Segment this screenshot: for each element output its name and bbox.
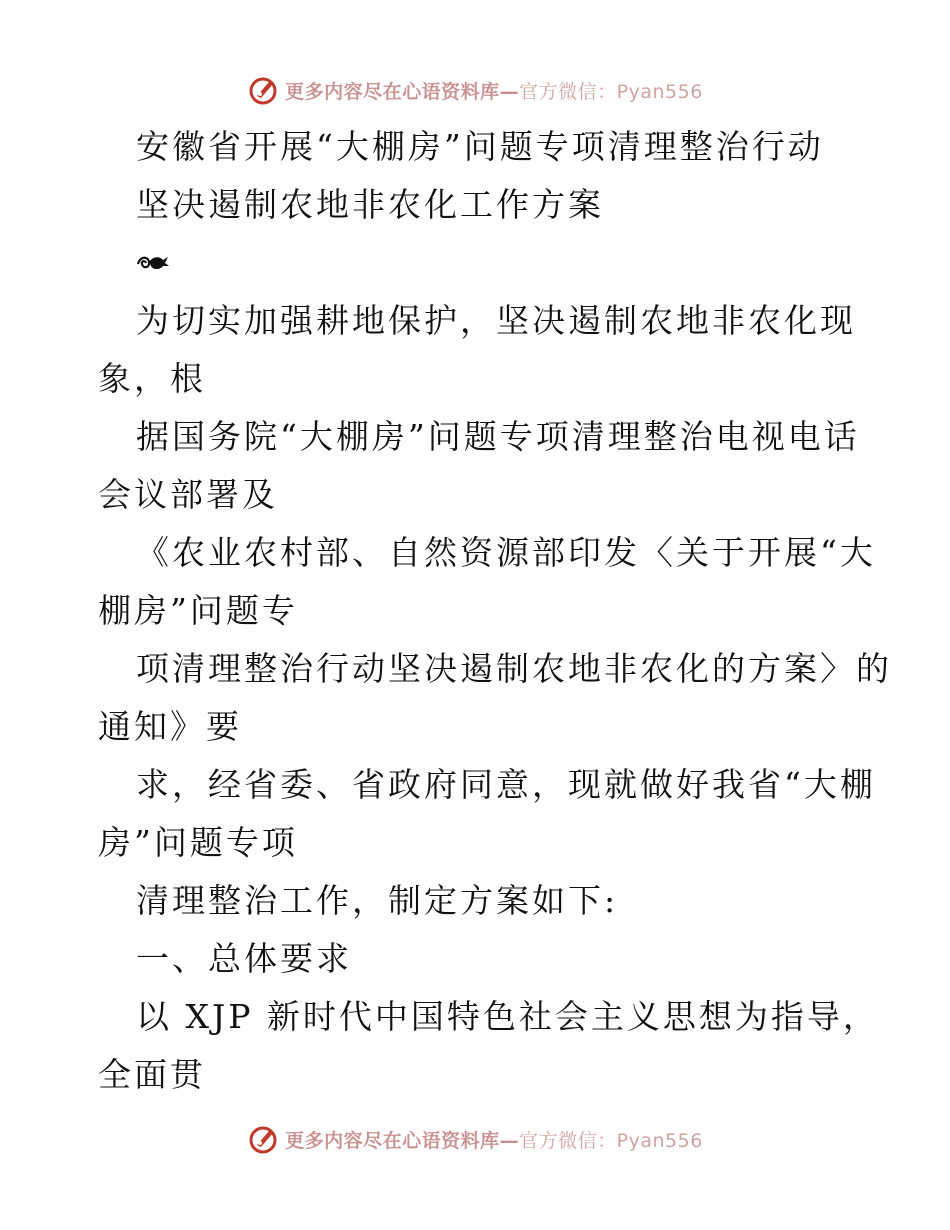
paragraph-line: 以 XJP 新时代中国特色社会主义思想为指导， [136,997,879,1036]
banner-text: 更多内容尽在心语资料库—官方微信：Pyan556 [285,1129,703,1152]
paragraph-line: 通知》要 [98,707,242,746]
header-banner [0,70,950,110]
document-body [98,118,892,1104]
document-title-line-1: 安徽省开展“大棚房”问题专项清理整治行动 [136,127,824,166]
paragraph-line: 棚房”问题专 [98,591,298,630]
paragraph-line: 清理整治工作，制定方案如下: [136,881,619,920]
paragraph-line: 求，经省委、省政府同意，现就做好我省“大棚 [136,765,876,804]
paragraph-line: 会议部署及 [98,475,278,514]
document-title-line-2: 坚决遏制农地非农化工作方案 [136,185,604,224]
section-heading: 一、总体要求 [136,939,352,978]
paragraph-line: 象，根 [98,359,206,398]
banner-text: 更多内容尽在心语资料库—官方微信：Pyan556 [285,80,703,103]
paragraph-line: 据国务院“大棚房”问题专项清理整治电视电话 [136,417,860,456]
wechat-id: 官方微信：Pyan556 [519,1129,703,1152]
paragraph-line: 《农业农村部、自然资源部印发〈关于开展“大 [136,533,876,572]
paragraph-line: 为切实加强耕地保护，坚决遏制农地非农化现 [136,301,856,340]
paragraph-line: 项清理整治行动坚决遏制农地非农化的方案〉的 [136,649,892,688]
ornament-icon [136,252,170,274]
paragraph-line: 全面贯 [98,1055,206,1094]
wechat-id: 官方微信：Pyan556 [519,80,703,103]
footer-banner [0,1119,950,1159]
paragraph-line: 房”问题专项 [98,823,298,862]
ornament-divider [98,234,858,292]
brand-logo-icon [247,74,279,106]
brand-logo-icon [247,1123,279,1155]
